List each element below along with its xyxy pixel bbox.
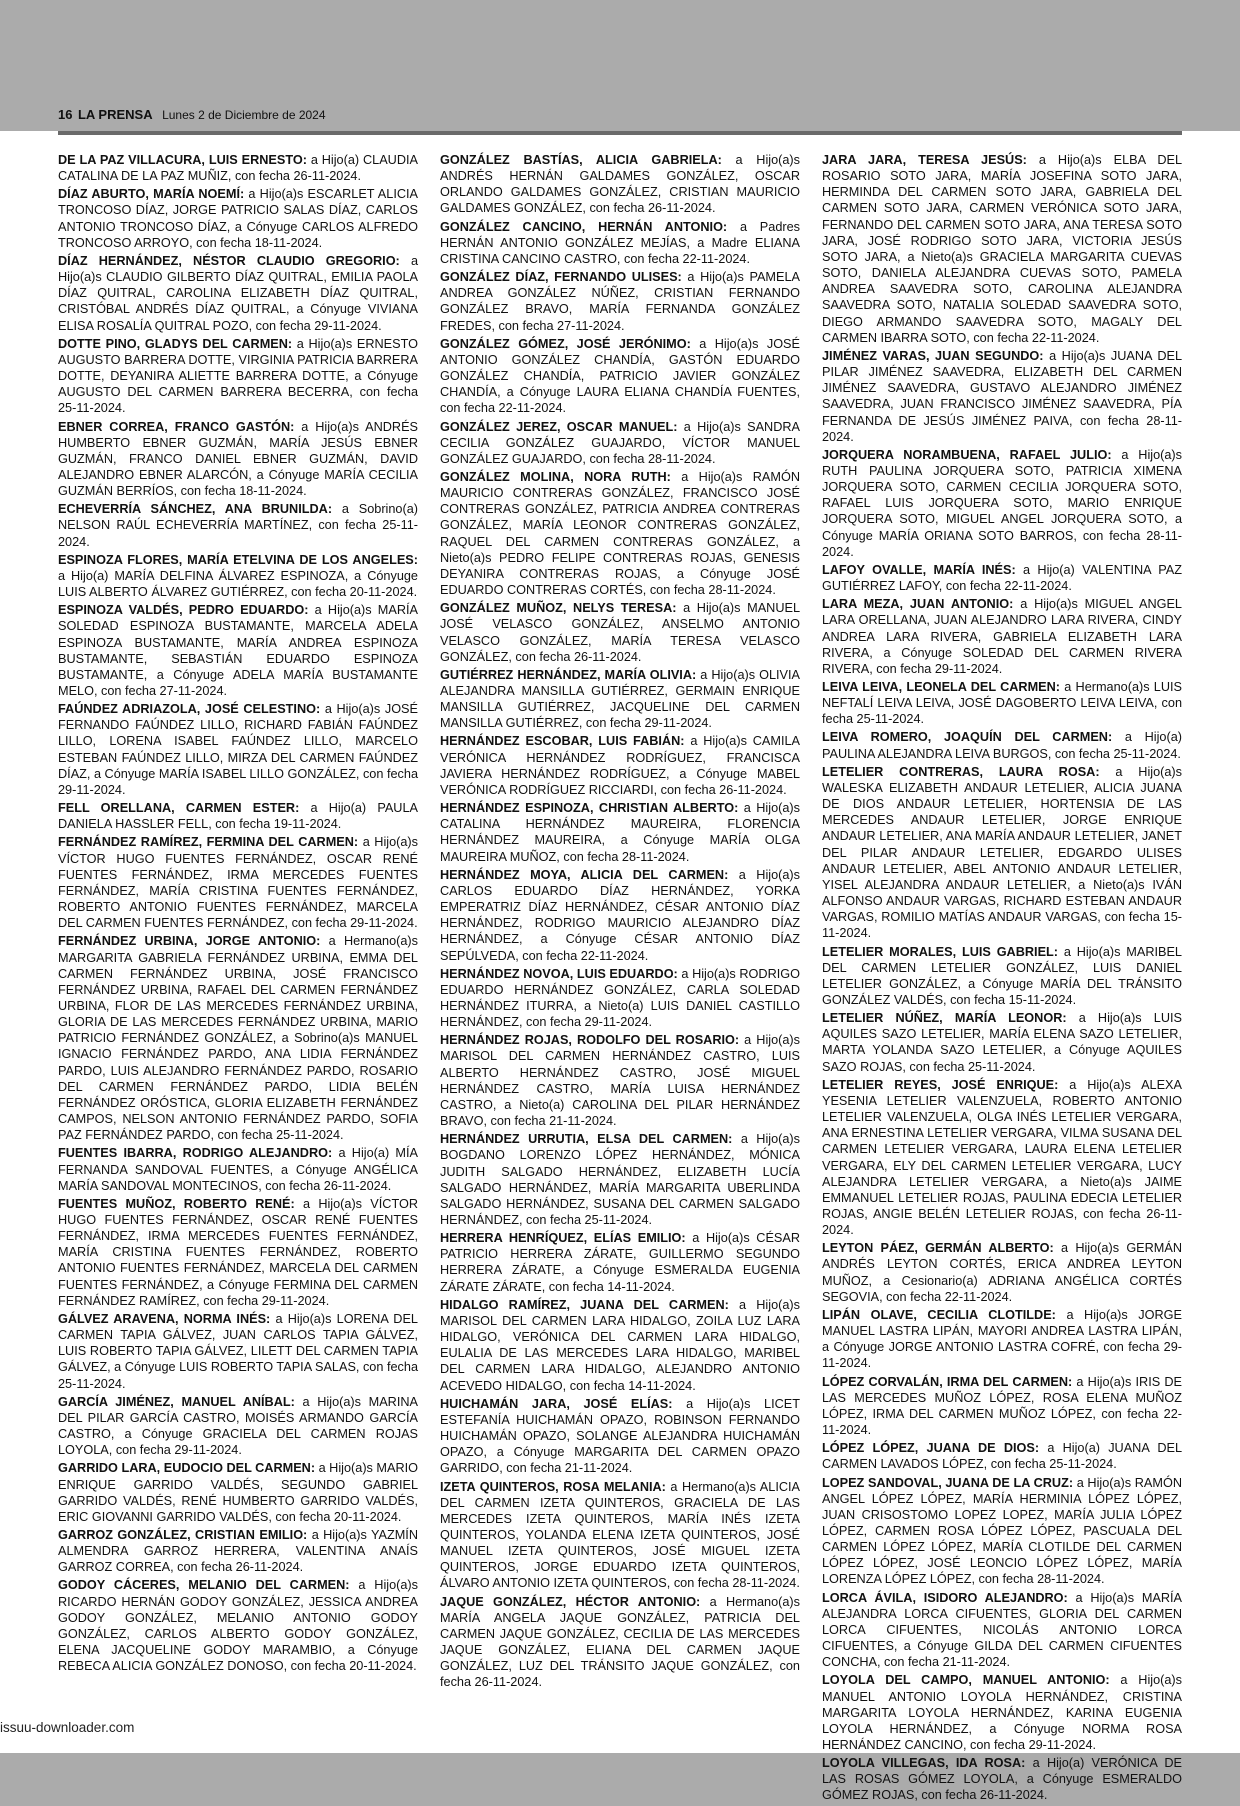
heirs-text: a Hijo(a)s OLIVIA ALEJANDRA MANSILLA GUTIÉRREZ, GERMAIN ENRIQUE MANSILLA GUTIÉRREZ, JACQUELINE DEL CARMEN MANSILLA GUTIÉRREZ, con fecha 29-11-2024. <box>440 667 800 731</box>
heirs-text: a Hijo(a)s CLAUDIO GILBERTO DÍAZ QUITRAL, EMILIA PAOLA DÍAZ QUITRAL, CAROLINA ELIZABETH DÍAZ QUITRAL, CRISTÓBAL ANDRÉS DÍAZ QUITRAL, a Cónyuge VIVIANA ELISA ROSALÍA QUITRAL POZO, con fecha 29-11-2024. <box>58 253 419 333</box>
notice-entry <box>440 1230 800 1295</box>
deceased-name: LETELIER NÚÑEZ, MARÍA LEONOR: <box>822 1011 1067 1026</box>
notice-entry <box>58 501 418 549</box>
deceased-name: ESPINOZA FLORES, MARÍA ETELVINA DE LOS ANGELES: <box>58 552 418 567</box>
notice-entry <box>822 944 1182 1009</box>
heirs-text: a Hijo(a)s MARISOL DEL CARMEN HERNÁNDEZ CASTRO, LUIS ALBERTO HERNÁNDEZ CASTRO, JOSÉ MIGUEL HERNÁNDEZ CASTRO, MARÍA LUISA HERNÁNDEZ CASTRO, a Nieto(a) CAROLINA DEL PILAR HERNÁNDEZ BRAVO, con fecha 21-11-2024. <box>440 1033 800 1129</box>
deceased-name: GONZÁLEZ JEREZ, OSCAR MANUEL: <box>440 419 678 434</box>
heirs-text: a Hijo(a)s JOSÉ FERNANDO FAÚNDEZ LILLO, RICHARD FABIÁN FAÚNDEZ LILLO, LORENA ISABEL FAÚNDEZ LILLO, MARCELO ESTEBAN FAÚNDEZ LILLO, MIRZA DEL CARMEN FAÚNDEZ DÍAZ, a Cónyuge MARÍA ISABEL LILLO GONZÁLEZ, con fecha 29-11-2024. <box>58 702 418 797</box>
deceased-name: LEIVA LEIVA, LEONELA DEL CARMEN: <box>822 680 1061 694</box>
deceased-name: GONZÁLEZ MOLINA, NORA RUTH: <box>440 469 671 484</box>
heirs-text: a Hijo(a)s ELBA DEL ROSARIO SOTO JARA, MARÍA JOSEFINA SOTO JARA, HERMINDA DEL CARMEN SOTO JARA, GABRIELA DEL CARMEN SOTO JARA, CARMEN VERÓNICA SOTO JARA, FERNANDO DEL CARMEN SOTO JARA, ANA TERESA SOTO JARA, JOSÉ RODRIGO SOTO JARA, VICTORIA JESÚS SOTO JARA, a Nieto(a)s GRACIELA MARGARITA CUEVAS SOTO, DANIELA ALEJANDRA CUEVAS SOTO, PAMELA ANDREA SAAVEDRA SOTO, CAROLINA ALEJANDRA SAAVEDRA SOTO, NATALIA SOLEDAD SAAVEDRA SOTO, DIEGO ARMANDO SAAVEDRA SOTO, MAGALY DEL CARMEN IBARRA SOTO, con fecha 22-11-2024. <box>822 153 1183 345</box>
notice-entry <box>440 1131 800 1228</box>
notice-entry <box>58 552 418 600</box>
notice-entry <box>822 1590 1182 1671</box>
deceased-name: DÍAZ HERNÁNDEZ, NÉSTOR CLAUDIO GREGORIO: <box>58 253 400 268</box>
notice-entry <box>822 1755 1182 1803</box>
deceased-name: GUTIÉRREZ HERNÁNDEZ, MARÍA OLIVIA: <box>440 667 697 682</box>
notice-entry <box>58 1196 418 1309</box>
deceased-name: LEIVA ROMERO, JOAQUÍN DEL CARMEN: <box>822 730 1113 745</box>
heirs-text: a Hijo(a)s MARIBEL DEL CARMEN LETELIER GONZÁLEZ, LUIS DANIEL LETELIER GONZÁLEZ, a Cónyuge MARÍA DEL TRÁNSITO GONZÁLEZ VALDÉS, con fecha 15-11-2024. <box>822 944 1182 1007</box>
notice-entry <box>440 152 800 217</box>
notice-entry <box>440 419 800 467</box>
heirs-text: a Hijo(a) VALENTINA PAZ GUTIÉRREZ LAFOY, con fecha 22-11-2024. <box>822 562 1182 594</box>
notice-entry <box>440 1297 800 1394</box>
column-1 <box>58 152 418 1806</box>
heirs-text: a Hijo(a)s RODRIGO EDUARDO HERNÁNDEZ GONZÁLEZ, CARLA SOLEDAD HERNÁNDEZ ITURRA, a Nieto(a) LUIS DANIEL CASTILLO HERNÁNDEZ, con fecha 29-11-2024. <box>440 966 800 1030</box>
deceased-name: HERNÁNDEZ ESCOBAR, LUIS FABIÁN: <box>440 734 685 749</box>
notice-entry <box>440 867 800 964</box>
notice-entry <box>440 800 800 865</box>
heirs-text: a Hijo(a)s JORGE MANUEL LASTRA LIPÁN, MAYORI ANDREA LASTRA LIPÁN, a Cónyuge JORGE ANTONIO LASTRA COFRÉ, con fecha 29-11-2024. <box>822 1307 1182 1371</box>
heirs-text: a Hijo(a)s RICARDO HERNÁN GODOY GONZÁLEZ, JESSICA ANDREA GODOY GONZÁLEZ, MELANIO ANTONIO GODOY GONZÁLEZ, CARLOS ALBERTO GODOY GONZÁLEZ, ELENA JACQUELINE GODOY MARAMBIO, a Cónyuge REBECA ALICIA GONZÁLEZ DONOSO, con fecha 20-11-2024. <box>58 1578 419 1674</box>
notice-entry <box>58 800 418 832</box>
notice-entry <box>58 336 418 417</box>
heirs-text: a Hijo(a) CLAUDIA CATALINA DE LA PAZ MUÑIZ, con fecha 26-11-2024. <box>58 153 418 184</box>
deceased-name: HERRERA HENRÍQUEZ, ELÍAS EMILIO: <box>440 1231 686 1246</box>
notice-entry <box>440 219 800 267</box>
deceased-name: HUICHAMÁN JARA, JOSÉ ELÍAS: <box>440 1396 673 1411</box>
deceased-name: LOPEZ SANDOVAL, JUANA DE LA CRUZ: <box>822 1475 1074 1490</box>
notice-entry <box>822 1374 1182 1439</box>
deceased-name: GONZÁLEZ DÍAZ, FERNANDO ULISES: <box>440 270 682 285</box>
notice-entry <box>440 269 800 334</box>
notice-entry <box>440 469 800 598</box>
notice-entry <box>822 447 1182 560</box>
notice-entry <box>822 1475 1182 1588</box>
notice-entry <box>822 596 1182 677</box>
heirs-text: a Hijo(a)s RUTH PAULINA JORQUERA SOTO, PATRICIA XIMENA JORQUERA SOTO, CARMEN CECILIA JORQUERA SOTO, RAFAEL LUIS JORQUERA SOTO, MARIO ENRIQUE JORQUERA SOTO, MIGUEL ANGEL JORQUERA SOTO, a Cónyuge MARÍA ORIANA SOTO BARROS, con fecha 28-11-2024. <box>822 447 1182 559</box>
notice-entry <box>58 1145 418 1193</box>
deceased-name: LETELIER CONTRERAS, LAURA ROSA: <box>822 764 1100 779</box>
notice-entry <box>58 933 418 1143</box>
deceased-name: LARA MEZA, JUAN ANTONIO: <box>822 597 1014 612</box>
heirs-text: a Hijo(a)s GERMÁN ANDRÉS LEYTON CORTÉS, ERICA ANDREA LEYTON MUÑOZ, a Cesionario(a) ADRIANA ANGÉLICA CORTÉS SEGOVIA, con fecha 22-11-2024. <box>822 1241 1183 1304</box>
heirs-text: a Hijo(a) PAULA DANIELA HASSLER FELL, con fecha 19-11-2024. <box>58 801 418 832</box>
notice-entry <box>440 336 800 417</box>
heirs-text: a Hijo(a)s ESCARLET ALICIA TRONCOSO DÍAZ, JORGE PATRICIO SALAS DÍAZ, CARLOS ANTONIO TRONCOSO DÍAZ, a Cónyuge CARLOS ALFREDO TRONCOSO ARROYO, con fecha 18-11-2024. <box>58 187 418 250</box>
deceased-name: LETELIER MORALES, LUIS GABRIEL: <box>822 944 1059 959</box>
heirs-text: a Hijo(a)s MARÍA ALEJANDRA LORCA CIFUENTES, GLORIA DEL CARMEN LORCA CIFUENTES, NICOLÁS ANTONIO LORCA CIFUENTES, a Cónyuge GILDA DEL CARMEN CIFUENTES CONCHA, con fecha 21-11-2024. <box>822 1590 1183 1670</box>
deceased-name: JARA JARA, TERESA JESÚS: <box>822 153 1027 167</box>
notice-entry <box>822 729 1182 761</box>
page-number: 16 <box>58 107 73 122</box>
notice-entry <box>58 186 418 251</box>
deceased-name: GÁLVEZ ARAVENA, NORMA INÉS: <box>58 1311 271 1326</box>
notice-entry <box>440 600 800 665</box>
deceased-name: GODOY CÁCERES, MELANIO DEL CARMEN: <box>58 1578 350 1593</box>
notice-entry <box>440 966 800 1031</box>
column-2 <box>440 152 800 1806</box>
header-rule <box>58 131 1182 135</box>
notice-entry <box>822 1077 1182 1239</box>
deceased-name: GONZÁLEZ BASTÍAS, ALICIA GABRIELA: <box>440 153 722 167</box>
notice-entry <box>822 679 1182 727</box>
watermark-text: issuu-downloader.com <box>0 1720 135 1735</box>
notice-entry <box>440 667 800 732</box>
notice-entry <box>440 733 800 798</box>
notice-entry <box>58 1577 418 1674</box>
deceased-name: GONZÁLEZ MUÑOZ, NELYS TERESA: <box>440 601 677 616</box>
deceased-name: LÓPEZ LÓPEZ, JUANA DE DIOS: <box>822 1441 1040 1456</box>
heirs-text: a Hijo(a)s MARIO ENRIQUE GARRIDO VALDÉS, SEGUNDO GABRIEL GARRIDO VALDÉS, RENÉ HUMBERTO GARRIDO VALDÉS, ERIC GIOVANNI GARRIDO VALDÉS, con fecha 20-11-2024. <box>58 1461 418 1524</box>
heirs-text: a Hijo(a) VERÓNICA DE LAS ROSAS GÓMEZ LOYOLA, a Cónyuge ESMERALDO GÓMEZ ROJAS, con fecha 26-11-2024. <box>822 1756 1183 1803</box>
notice-entry <box>58 701 418 798</box>
deceased-name: GARRIDO LARA, EUDOCIO DEL CARMEN: <box>58 1461 316 1476</box>
notice-entry <box>440 1396 800 1477</box>
heirs-text: a Hijo(a)s IRIS DE LAS MERCEDES MUÑOZ LÓPEZ, ROSA ELENA MUÑOZ LÓPEZ, IRMA DEL CARMEN MUÑOZ LÓPEZ, con fecha 22-11-2024. <box>822 1374 1183 1438</box>
heirs-text: a Hijo(a) MÍA FERNANDA SANDOVAL FUENTES, a Cónyuge ANGÉLICA MARÍA SANDOVAL MONTECINOS, con fecha 26-11-2024. <box>58 1146 418 1193</box>
heirs-text: a Hermano(a)s MARGARITA GABRIELA FERNÁNDEZ URBINA, EMMA DEL CARMEN FERNÁNDEZ URBINA, JOSÉ FRANCISCO FERNÁNDEZ URBINA, RAFAEL DEL CARMEN FERNÁNDEZ URBINA, FLOR DE LAS MERCEDES FERNÁNDEZ URBINA, GLORIA DE LAS MERCEDES FERNÁNDEZ URBINA, MARIO PATRICIO FERNÁNDEZ GONZÁLEZ, a Sobrino(a)s MANUEL IGNACIO FERNÁNDEZ PARDO, ANA LIDIA FERNÁNDEZ PARDO, LUIS ALEJANDRO FERNÁNDEZ PARDO, ROSARIO DEL CARMEN FERNÁNDEZ PARDO, LIDIA BELÉN FERNÁNDEZ ORÓSTICA, GLORIA ELIZABETH FERNÁNDEZ CAMPOS, NELSON ANTONIO FERNÁNDEZ PARDO, SOFIA PAZ FERNÁNDEZ PARDO, con fecha 25-11-2024. <box>58 934 418 1143</box>
heirs-text: a Hijo(a)s MARÍA SOLEDAD ESPINOZA BUSTAMANTE, MARCELA ADELA ESPINOZA BUSTAMANTE, MARÍA ANDREA ESPINOZA BUSTAMANTE, SEBASTIÁN EDUARDO ESPINOZA BUSTAMANTE, a Cónyuge ADELA MARÍA BUSTAMANTE MELO, con fecha 27-11-2024. <box>58 603 418 698</box>
notice-entry <box>58 602 418 699</box>
notice-entry <box>58 152 418 184</box>
heirs-text: a Hijo(a)s LICET ESTEFANÍA HUICHAMÁN OPAZO, ROBINSON FERNANDO HUICHAMÁN OPAZO, SOLANGE ALEJANDRA HUICHAMÁN OPAZO, a Cónyuge MARGARITA DEL CARMEN OPAZO GARRIDO, con fecha 21-11-2024. <box>440 1396 800 1476</box>
notice-entry <box>58 1394 418 1459</box>
heirs-text: a Hijo(a) PAULINA ALEJANDRA LEIVA BURGOS, con fecha 25-11-2024. <box>822 730 1182 761</box>
deceased-name: FERNÁNDEZ RAMÍREZ, FERMINA DEL CARMEN: <box>58 835 359 850</box>
heirs-text: a Hijo(a)s MARISOL DEL CARMEN LARA HIDALGO, ZOILA LUZ LARA HIDALGO, VERÓNICA DEL CARMEN LARA HIDALGO, EULALIA DE LAS MERCEDES LARA HIDALGO, MARIBEL DEL CARMEN LARA HIDALGO, ALEJANDRO ANTONIO ACEVEDO HIDALGO, con fecha 14-11-2024. <box>440 1297 800 1393</box>
notice-entry <box>58 834 418 931</box>
deceased-name: GARROZ GONZÁLEZ, CRISTIAN EMILIO: <box>58 1527 308 1542</box>
heirs-text: a Hijo(a)s CAMILA VERÓNICA HERNÁNDEZ RODRÍGUEZ, FRANCISCA JAVIERA HERNÁNDEZ RODRÍGUEZ, a Cónyuge MABEL VERÓNICA RODRÍGUEZ RICCIARDI, con fecha 26-11-2024. <box>440 734 800 797</box>
deceased-name: DE LA PAZ VILLACURA, LUIS ERNESTO: <box>58 153 307 167</box>
deceased-name: JAQUE GONZÁLEZ, HÉCTOR ANTONIO: <box>440 1594 701 1609</box>
notice-entry <box>440 1479 800 1592</box>
notice-entry <box>58 1311 418 1392</box>
heirs-text: a Hijo(a)s VÍCTOR HUGO FUENTES FERNÁNDEZ, OSCAR RENÉ FUENTES FERNÁNDEZ, IRMA MERCEDES FUENTES FERNÁNDEZ, MARÍA CRISTINA FUENTES FERNÁNDEZ, ROBERTO ANTONIO FUENTES FERNÁNDEZ, MARCELA DEL CARMEN FUENTES FERNÁNDEZ, con fecha 29-11-2024. <box>58 835 418 931</box>
heirs-text: a Hijo(a)s JUANA DEL PILAR JIMÉNEZ SAAVEDRA, ELIZABETH DEL CARMEN JIMÉNEZ SAAVEDRA, GUSTAVO ALEJANDRO JIMÉNEZ SAAVEDRA, JUAN FRANCISCO JIMÉNEZ SAAVEDRA, PÍA FERNANDA DE JESÚS JIMÉNEZ PAIVA, con fecha 28-11-2024. <box>822 348 1183 444</box>
heirs-text: a Hijo(a)s JOSÉ ANTONIO GONZÁLEZ CHANDÍA, GASTÓN EDUARDO GONZÁLEZ CHANDÍA, PATRICIO JAVIER GONZÁLEZ CHANDÍA, a Cónyuge LAURA ELIANA CHANDÍA FUENTES, con fecha 22-11-2024. <box>440 336 800 416</box>
deceased-name: LIPÁN OLAVE, CECILIA CLOTILDE: <box>822 1307 1056 1322</box>
deceased-name: LORCA ÁVILA, ISIDORO ALEJANDRO: <box>822 1590 1068 1605</box>
deceased-name: LOYOLA VILLEGAS, IDA ROSA: <box>822 1756 1026 1771</box>
deceased-name: JIMÉNEZ VARAS, JUAN SEGUNDO: <box>822 348 1044 363</box>
notice-entry <box>58 419 418 500</box>
heirs-text: a Hijo(a)s CATALINA HERNÁNDEZ MAUREIRA, FLORENCIA HERNÁNDEZ MAUREIRA, a Cónyuge MARÍA OLGA MAUREIRA MUÑOZ, con fecha 28-11-2024. <box>440 801 800 864</box>
heirs-text: a Hijo(a)s ALEXA YESENIA LETELIER VALENZUELA, ROBERTO ANTONIO LETELIER VALENZUELA, OLGA INÉS LETELIER VERGARA, ANA ERNESTINA LETELIER VERGARA, VILMA SUSANA DEL CARMEN LETELIER VERGARA, LAURA ELENA LETELIER VERGARA, ELY DEL CARMEN LETELIER VERGARA, LUCY ALEJANDRA LETELIER VERGARA, a Nieto(a)s JAIME EMMANUEL LETELIER ROJAS, PAULINA EDECIA LETELIER ROJAS, ANGIE BELÉN LETELIER ROJAS, con fecha 26-11-2024. <box>822 1077 1182 1238</box>
heirs-text: a Hijo(a)s ERNESTO AUGUSTO BARRERA DOTTE, VIRGINIA PATRICIA BARRERA DOTTE, DEYANIRA ALIETTE BARRERA DOTTE, a Cónyuge AUGUSTO DEL CARMEN BARRERA BECERRA, con fecha 25-11-2024. <box>58 336 418 416</box>
deceased-name: GARCÍA JIMÉNEZ, MANUEL ANÍBAL: <box>58 1394 295 1409</box>
notice-entry <box>58 1460 418 1525</box>
deceased-name: LAFOY OVALLE, MARÍA INÉS: <box>822 562 1016 577</box>
heirs-text: a Hijo(a)s ANDRÉS HUMBERTO EBNER GUZMÁN, MARÍA JESÚS EBNER GUZMÁN, FRANCO DANIEL EBNER GUZMÁN, DAVID ALEJANDRO EBNER ALARCÓN, a Cónyuge MARÍA CECILIA GUZMÁN BERRÍOS, con fecha 18-11-2024. <box>58 419 419 499</box>
heirs-text: a Hijo(a)s BOGDANO LORENZO LÓPEZ HERNÁNDEZ, MÓNICA JUDITH SALGADO HERNÁNDEZ, ELIZABETH LUCÍA SALGADO HERNÁNDEZ, MARÍA MARGARITA UBERLINDA SALGADO HERNÁNDEZ, SUSANA DEL CARMEN SALGADO HERNÁNDEZ, con fecha 25-11-2024. <box>440 1132 800 1227</box>
heirs-text: a Hijo(a) MARÍA DELFINA ÁLVAREZ ESPINOZA, a Cónyuge LUIS ALBERTO ÁLVAREZ GUTIÉRREZ, con fecha 20-11-2024. <box>58 568 418 600</box>
heirs-text: a Hijo(a)s RAMÓN MAURICIO CONTRERAS GONZÁLEZ, FRANCISCO JOSÉ CONTRERAS GONZÁLEZ, PATRICIA ANDREA CONTRERAS GONZÁLEZ, MARÍA LEONOR CONTRERAS GONZÁLEZ, RAQUEL DEL CARMEN CONTRERAS GONZÁLEZ, a Nieto(a)s PEDRO FELIPE CONTRERAS ROJAS, GENESIS DEYANIRA CONTRERAS ROJAS, a Cónyuge JOSÉ EDUARDO CONTRERAS CORTÉS, con fecha 28-11-2024. <box>440 469 800 598</box>
notice-entry <box>822 1440 1182 1472</box>
notice-entry <box>822 562 1182 594</box>
heirs-text: a Hermano(a)s MARÍA ANGELA JAQUE GONZÁLEZ, PATRICIA DEL CARMEN JAQUE GONZÁLEZ, CECILIA DE LAS MERCEDES JAQUE GONZÁLEZ, ELIANA DEL CARMEN JAQUE GONZÁLEZ, LUZ DEL TRÁNSITO JAQUE GONZÁLEZ, con fecha 26-11-2024. <box>440 1594 800 1690</box>
heirs-text: a Sobrino(a) NELSON RAÚL ECHEVERRÍA MARTÍNEZ, con fecha 25-11-2024. <box>58 502 418 549</box>
deceased-name: ECHEVERRÍA SÁNCHEZ, ANA BRUNILDA: <box>58 502 333 517</box>
heirs-text: a Hermano(a)s LUIS NEFTALÍ LEIVA LEIVA, JOSÉ DAGOBERTO LEIVA LEIVA, con fecha 25-11-2024. <box>822 680 1182 727</box>
heirs-text: a Hijo(a)s MIGUEL ANGEL LARA ORELLANA, JUAN ALEJANDRO LARA RIVERA, CINDY ANDREA LARA RIVERA, GABRIELA ELIZABETH LARA RIVERA, a Cónyuge SOLEDAD DEL CARMEN RIVERA RIVERA, con fecha 29-11-2024. <box>822 597 1182 676</box>
heirs-text: a Hijo(a)s YAZMÍN ALMENDRA GARROZ HERRERA, VALENTINA ANAÍS GARROZ CORREA, con fecha 26-11-2024. <box>58 1527 418 1575</box>
heirs-text: a Hijo(a)s MARINA DEL PILAR GARCÍA CASTRO, MOISÉS ARMANDO GARCÍA CASTRO, a Cónyuge GRACIELA DEL CARMEN ROJAS LOYOLA, con fecha 29-11-2024. <box>58 1394 418 1458</box>
deceased-name: HIDALGO RAMÍREZ, JUANA DEL CARMEN: <box>440 1297 729 1312</box>
deceased-name: HERNÁNDEZ ESPINOZA, CHRISTIAN ALBERTO: <box>440 801 739 816</box>
notice-entry <box>822 348 1182 445</box>
deceased-name: DÍAZ ABURTO, MARÍA NOEMÍ: <box>58 187 245 202</box>
deceased-name: GONZÁLEZ CANCINO, HERNÁN ANTONIO: <box>440 219 728 234</box>
deceased-name: HERNÁNDEZ ROJAS, RODOLFO DEL ROSARIO: <box>440 1033 740 1048</box>
notice-entry <box>58 253 418 334</box>
notice-entry <box>822 764 1182 942</box>
deceased-name: HERNÁNDEZ NOVOA, LUIS EDUARDO: <box>440 966 678 981</box>
heirs-text: a Hijo(a)s MANUEL JOSÉ VELASCO GONZÁLEZ, ANSELMO ANTONIO VELASCO GONZÁLEZ, MARÍA TERESA VELASCO GONZÁLEZ, con fecha 26-11-2024. <box>440 601 800 664</box>
notice-entry <box>822 152 1182 346</box>
deceased-name: LETELIER REYES, JOSÉ ENRIQUE: <box>822 1077 1059 1092</box>
deceased-name: LEYTON PÁEZ, GERMÁN ALBERTO: <box>822 1241 1054 1256</box>
heirs-text: a Hijo(a)s RAMÓN ANGEL LÓPEZ LÓPEZ, MARÍA HERMINIA LÓPEZ LÓPEZ, JUAN CRISOSTOMO LOPEZ LOPEZ, MARÍA JULIA LÓPEZ LÓPEZ, CARMEN ROSA LÓPEZ LÓPEZ, PASCUALA DEL CARMEN LÓPEZ LÓPEZ, MARÍA CLOTILDE DEL CARMEN LÓPEZ LÓPEZ, JOSÉ LEONCIO LÓPEZ LÓPEZ, MARÍA LORENZA LÓPEZ LÓPEZ, con fecha 28-11-2024. <box>822 1475 1182 1587</box>
page-header <box>58 107 326 122</box>
notice-columns <box>58 152 1182 1806</box>
heirs-text: a Hijo(a)s ANDRÉS HERNÁN GALDAMES GONZÁLEZ, OSCAR ORLANDO GALDAMES GONZÁLEZ, CRISTIAN MAURICIO GALDAMES GONZÁLEZ, con fecha 26-11-2024. <box>440 153 800 216</box>
heirs-text: a Padres HERNÁN ANTONIO GONZÁLEZ MEJÍAS, a Madre ELIANA CRISTINA CANCINO CASTRO, con fecha 22-11-2024. <box>440 219 801 266</box>
notice-entry <box>440 1032 800 1129</box>
heirs-text: a Hijo(a)s LORENA DEL CARMEN TAPIA GÁLVEZ, JUAN CARLOS TAPIA GÁLVEZ, LUIS ROBERTO TAPIA GÁLVEZ, LILETT DEL CARMEN TAPIA GÁLVEZ, a Cónyuge LUIS ROBERTO TAPIA SALAS, con fecha 25-11-2024. <box>58 1311 418 1391</box>
deceased-name: JORQUERA NORAMBUENA, RAFAEL JULIO: <box>822 447 1112 462</box>
heirs-text: a Hijo(a)s MANUEL ANTONIO LOYOLA HERNÁNDEZ, CRISTINA MARGARITA LOYOLA HERNÁNDEZ, KARINA EUGENIA LOYOLA HERNÁNDEZ, a Cónyuge NORMA ROSA HERNÁNDEZ CANCINO, con fecha 29-11-2024. <box>822 1673 1182 1752</box>
publication-date: Lunes 2 de Diciembre de 2024 <box>162 108 326 122</box>
deceased-name: EBNER CORREA, FRANCO GASTÓN: <box>58 419 295 434</box>
deceased-name: HERNÁNDEZ MOYA, ALICIA DEL CARMEN: <box>440 867 729 882</box>
deceased-name: DOTTE PINO, GLADYS DEL CARMEN: <box>58 336 293 351</box>
heirs-text: a Hijo(a)s VÍCTOR HUGO FUENTES FERNÁNDEZ, OSCAR RENÉ FUENTES FERNÁNDEZ, IRMA MERCEDES FUENTES FERNÁNDEZ, MARÍA CRISTINA FUENTES FERNÁNDEZ, ROBERTO ANTONIO FUENTES FERNÁNDEZ, MARCELA DEL CARMEN FUENTES FERNÁNDEZ, a Cónyuge FERMINA DEL CARMEN FERNÁNDEZ RAMÍREZ, con fecha 29-11-2024. <box>58 1196 418 1308</box>
deceased-name: LÓPEZ CORVALÁN, IRMA DEL CARMEN: <box>822 1374 1073 1389</box>
heirs-text: a Hijo(a)s CARLOS EDUARDO DÍAZ HERNÁNDEZ, YORKA EMPERATRIZ DÍAZ HERNÁNDEZ, CÉSAR ANTONIO DÍAZ HERNÁNDEZ, RODRIGO MAURICIO ALEJANDRO DÍAZ HERNÁNDEZ, a Cónyuge CÉSAR ANTONIO DÍAZ SEPÚLVEDA, con fecha 22-11-2024. <box>440 867 801 963</box>
deceased-name: GONZÁLEZ GÓMEZ, JOSÉ JERÓNIMO: <box>440 336 691 351</box>
heirs-text: a Hijo(a)s WALESKA ELIZABETH ANDAUR LETELIER, ALICIA JUANA DE DIOS ANDAUR LETELIER, HORTENSIA DE LAS MERCEDES ANDAUR LETELIER, JORGE ENRIQUE ANDAUR LETELIER, ANA MARÍA ANDAUR LETELIER, JANET DEL PILAR ANDAUR LETELIER, EDGARDO ULISES ANDAUR LETELIER, ABEL ANTONIO ANDAUR LETELIER, YISEL ALEJANDRA ANDAUR LETELIER, a Nieto(a)s IVÁN ALFONSO ANDAUR VARGAS, RICHARD ESTEBAN ANDAUR VARGAS, ROMILIO MATÍAS ANDAUR VARGAS, con fecha 15-11-2024. <box>822 764 1182 941</box>
deceased-name: HERNÁNDEZ URRUTIA, ELSA DEL CARMEN: <box>440 1132 733 1147</box>
notice-entry <box>58 1527 418 1575</box>
heirs-text: a Hijo(a)s PAMELA ANDREA GONZÁLEZ NÚÑEZ, CRISTIAN FERNANDO GONZÁLEZ BRAVO, MARÍA FERNANDA GONZÁLEZ FREDES, con fecha 27-11-2024. <box>440 270 800 333</box>
deceased-name: ESPINOZA VALDÉS, PEDRO EDUARDO: <box>58 603 309 618</box>
deceased-name: IZETA QUINTEROS, ROSA MELANIA: <box>440 1479 666 1494</box>
notice-entry <box>822 1010 1182 1075</box>
newspaper-name: LA PRENSA <box>77 107 153 122</box>
notice-entry <box>822 1672 1182 1753</box>
deceased-name: FUENTES IBARRA, RODRIGO ALEJANDRO: <box>58 1146 333 1161</box>
heirs-text: a Hijo(a)s SANDRA CECILIA GONZÁLEZ GUAJARDO, VÍCTOR MANUEL GONZÁLEZ GUAJARDO, con fecha 28-11-2024. <box>440 419 800 466</box>
deceased-name: FERNÁNDEZ URBINA, JORGE ANTONIO: <box>58 934 321 949</box>
notice-entry <box>822 1307 1182 1372</box>
notice-entry <box>822 1240 1182 1305</box>
notice-entry <box>440 1594 800 1691</box>
heirs-text: a Hijo(a)s CÉSAR PATRICIO HERRERA ZÁRATE, GUILLERMO SEGUNDO HERRERA ZÁRATE, a Cónyuge ESMERALDA EUGENIA ZÁRATE ZÁRATE, con fecha 14-11-2024. <box>440 1231 800 1294</box>
heirs-text: a Hijo(a)s LUIS AQUILES SAZO LETELIER, MARÍA ELENA SAZO LETELIER, MARTA YOLANDA SAZO LETELIER, a Cónyuge AQUILES SAZO ROJAS, con fecha 25-11-2024. <box>822 1011 1182 1074</box>
heirs-text: a Hermano(a)s ALICIA DEL CARMEN IZETA QUINTEROS, GRACIELA DE LAS MERCEDES IZETA QUINTEROS, MARÍA INÉS IZETA QUINTEROS, YOLANDA ELENA IZETA QUINTEROS, JOSÉ MANUEL IZETA QUINTEROS, JOSÉ MIGUEL IZETA QUINTEROS, JORGE EDUARDO IZETA QUINTEROS, ÁLVARO ANTONIO IZETA QUINTEROS, con fecha 28-11-2024. <box>440 1479 801 1591</box>
deceased-name: FAÚNDEZ ADRIAZOLA, JOSÉ CELESTINO: <box>58 702 321 717</box>
deceased-name: LOYOLA DEL CAMPO, MANUEL ANTONIO: <box>822 1673 1110 1688</box>
column-3 <box>822 152 1182 1806</box>
deceased-name: FELL ORELLANA, CARMEN ESTER: <box>58 801 300 816</box>
deceased-name: FUENTES MUÑOZ, ROBERTO RENÉ: <box>58 1196 295 1211</box>
heirs-text: a Hijo(a) JUANA DEL CARMEN LAVADOS LÓPEZ, con fecha 25-11-2024. <box>822 1441 1182 1472</box>
